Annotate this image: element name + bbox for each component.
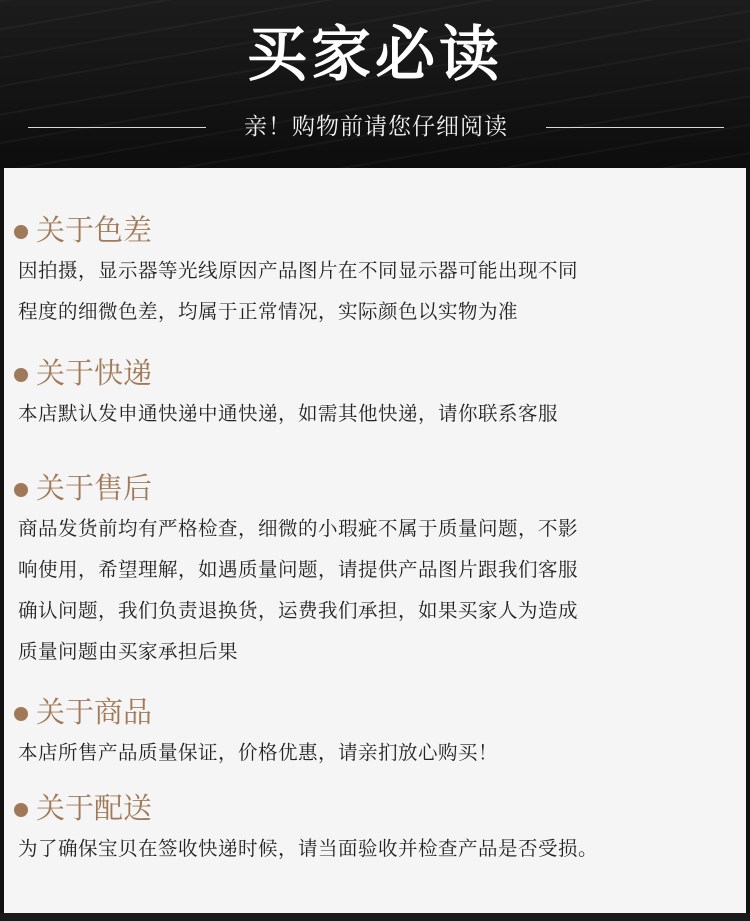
section-heading	[4, 210, 746, 250]
section-color-difference	[4, 210, 746, 332]
body-line: 响使用，希望理解，如遇质量问题，请提供产品图片跟我们客服	[18, 558, 579, 581]
section-express	[4, 353, 746, 434]
section-delivery	[4, 788, 746, 869]
body-line: 商品发货前均有严格检查，细微的小瑕疵不属于质量问题，不影	[18, 517, 579, 540]
left-divider	[28, 127, 206, 128]
body-line: 本店默认发申通快递中通快递，如需其他快递，请你联系客服	[18, 402, 559, 425]
section-title: 关于售后	[36, 471, 153, 505]
page-subtitle: 亲！购物前请您仔细阅读	[244, 114, 508, 140]
section-body	[4, 732, 718, 773]
section-heading	[4, 468, 746, 508]
section-title: 关于色差	[36, 213, 153, 247]
section-title: 关于商品	[36, 695, 153, 729]
right-divider	[546, 127, 724, 128]
body-line: 本店所售产品质量保证，价格优惠，请亲扪放心购买！	[18, 741, 499, 764]
body-line: 确认问题，我们负责退换货，运费我们承担，如果买家人为造成	[18, 599, 579, 622]
bullet-dot-icon	[14, 225, 28, 239]
body-line: 质量问题由买家承担后果	[18, 640, 239, 663]
section-heading	[4, 692, 746, 732]
page-title: 买家必读	[247, 20, 503, 90]
bullet-dot-icon	[14, 803, 28, 817]
bullet-dot-icon	[14, 483, 28, 497]
body-line: 程度的细微色差，均属于正常情况，实际颜色以实物为准	[18, 300, 519, 323]
section-products	[4, 692, 746, 773]
section-heading	[4, 788, 746, 828]
section-title: 关于快递	[36, 356, 153, 390]
body-line: 因拍摄，显示器等光线原因产品图片在不同显示器可能出现不同	[18, 259, 579, 282]
section-after-sales	[4, 468, 746, 672]
body-line: 为了确保宝贝在签收快递时候，请当面验收并检查产品是否受损。	[18, 837, 599, 860]
bottom-bar	[0, 913, 750, 921]
bullet-dot-icon	[14, 368, 28, 382]
section-body	[4, 393, 718, 434]
section-body	[4, 508, 718, 672]
bullet-dot-icon	[14, 707, 28, 721]
header-banner	[0, 0, 750, 168]
section-body	[4, 828, 718, 869]
section-title: 关于配送	[36, 791, 153, 825]
section-body	[4, 250, 718, 332]
subtitle-row	[0, 110, 750, 144]
notice-content	[4, 168, 746, 913]
section-heading	[4, 353, 746, 393]
